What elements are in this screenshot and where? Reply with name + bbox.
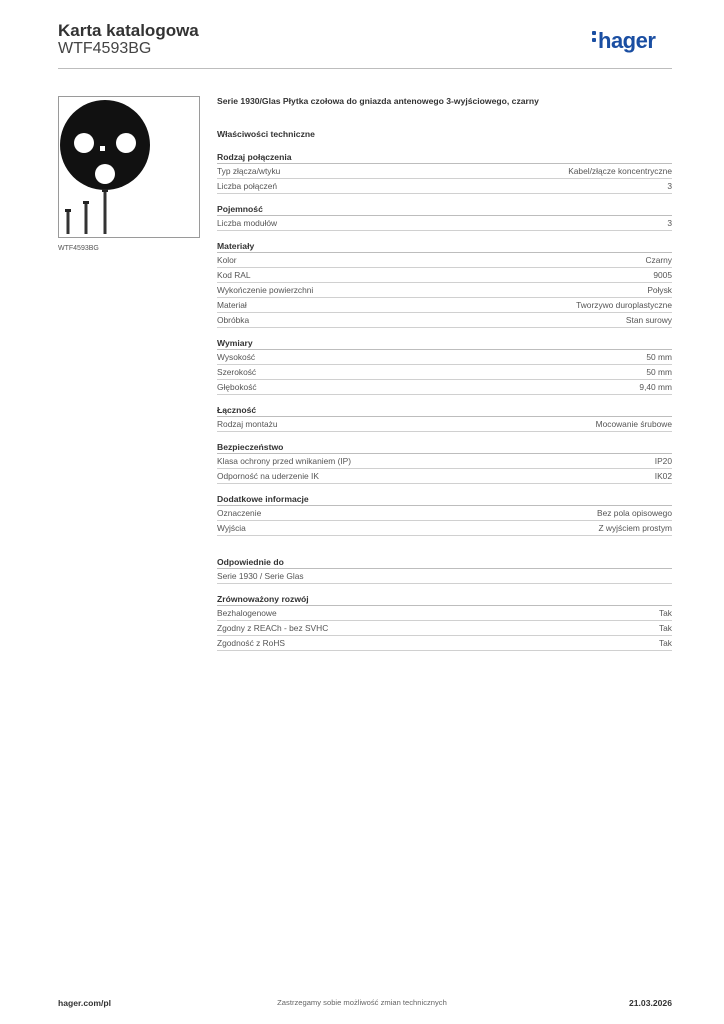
spec-row-label: Liczba połączeń xyxy=(217,181,278,191)
spec-row-label: Kod RAL xyxy=(217,270,251,280)
spec-row xyxy=(217,621,672,636)
spec-row-value: Mocowanie śrubowe xyxy=(595,419,672,429)
spec-row xyxy=(217,216,672,231)
spec-section-title: Rodzaj połączenia xyxy=(217,151,672,164)
spec-section-title: Odpowiednie do xyxy=(217,556,672,569)
spec-row-value: Czarny xyxy=(645,255,672,265)
spec-row-label: Szerokość xyxy=(217,367,257,377)
spec-row-value: Tak xyxy=(658,623,672,633)
spec-row-label: Materiał xyxy=(217,300,247,310)
spec-section xyxy=(217,556,672,584)
spec-row-value: IK02 xyxy=(654,471,672,481)
screw-slot xyxy=(100,146,105,151)
spec-row-label: Klasa ochrony przed wnikaniem (IP) xyxy=(217,456,352,466)
spec-row xyxy=(217,253,672,268)
spec-row xyxy=(217,569,672,584)
spec-row xyxy=(217,469,672,484)
spec-row-label: Oznaczenie xyxy=(217,508,262,518)
spec-row xyxy=(217,298,672,313)
spec-section xyxy=(217,337,672,395)
header-divider xyxy=(58,68,672,69)
spec-row xyxy=(217,417,672,432)
spec-row xyxy=(217,164,672,179)
product-description: Serie 1930/Glas Płytka czołowa do gniazda antenowego 3-wyjściowego, czarny xyxy=(217,96,539,106)
spec-row-value: Stan surowy xyxy=(625,315,672,325)
spec-row-label: Typ złącza/wtyku xyxy=(217,166,281,176)
spec-row-label: Głębokość xyxy=(217,382,257,392)
footer-website: hager.com/pl xyxy=(58,998,112,1008)
spec-row-label: Wyjścia xyxy=(217,523,246,533)
spec-row-value: Bez pola opisowego xyxy=(597,508,672,518)
faceplate-illustration xyxy=(59,97,199,237)
spec-row-value: Z wyjściem prostym xyxy=(598,523,672,533)
spec-row-label: Obróbka xyxy=(217,315,250,325)
spec-section xyxy=(217,203,672,231)
spec-section xyxy=(217,240,672,328)
spec-section-title: Bezpieczeństwo xyxy=(217,441,672,454)
hager-logo xyxy=(592,28,655,54)
spec-section-title: Pojemność xyxy=(217,203,672,216)
footer-notice: Zastrzegamy sobie możliwość zmian technicznych xyxy=(277,998,447,1007)
spec-row-label: Kolor xyxy=(217,255,237,265)
spec-section-title: Dodatkowe informacje xyxy=(217,493,672,506)
spec-row xyxy=(217,506,672,521)
screw-icon xyxy=(102,189,108,234)
footer-date: 21.03.2026 xyxy=(628,998,672,1008)
spec-row-value: Tworzywo duroplastyczne xyxy=(576,300,672,310)
socket-hole-left xyxy=(74,133,94,153)
spec-section xyxy=(217,593,672,651)
spec-row xyxy=(217,606,672,621)
spec-row-label: Wysokość xyxy=(217,352,256,362)
spec-section xyxy=(217,151,672,194)
spec-section xyxy=(217,404,672,432)
document-title: Karta katalogowa xyxy=(58,21,199,40)
spec-row xyxy=(217,268,672,283)
spec-row xyxy=(217,283,672,298)
spec-section-title: Wymiary xyxy=(217,337,672,350)
spec-section-title: Zrównoważony rozwój xyxy=(217,593,672,606)
spec-section-title: Materiały xyxy=(217,240,672,253)
spec-row xyxy=(217,313,672,328)
logo-text: hager xyxy=(598,28,656,53)
spec-section xyxy=(217,441,672,484)
spec-row-label: Wykończenie powierzchni xyxy=(217,285,314,295)
spec-row-value: 9005 xyxy=(653,270,672,280)
product-image-caption: WTF4593BG xyxy=(58,245,99,252)
spec-sections xyxy=(217,151,672,651)
spec-row-label: Zgodny z REACh - bez SVHC xyxy=(217,623,329,633)
spec-row xyxy=(217,365,672,380)
spec-row-value: Połysk xyxy=(647,285,672,295)
screw-icon xyxy=(65,209,71,234)
spec-row-label: Odporność na uderzenie IK xyxy=(217,471,319,481)
socket-hole-bottom xyxy=(95,164,115,184)
spec-row-label: Rodzaj montażu xyxy=(217,419,278,429)
spec-row-value: Tak xyxy=(658,638,672,648)
spec-row-value: 9,40 mm xyxy=(639,382,672,392)
spec-row-value: 3 xyxy=(667,218,672,228)
spec-row-value: 50 mm xyxy=(646,367,672,377)
spec-section-title: Łączność xyxy=(217,404,672,417)
spec-row-value: Tak xyxy=(658,608,672,618)
spec-row-value: IP20 xyxy=(654,456,672,466)
spec-row-label: Bezhalogenowe xyxy=(217,608,277,618)
spec-row-label: Serie 1930 / Serie Glas xyxy=(217,571,304,581)
product-code: WTF4593BG xyxy=(58,40,152,57)
spec-content xyxy=(217,96,672,660)
spec-row xyxy=(217,350,672,365)
spec-row-value: 3 xyxy=(667,181,672,191)
spec-row-label: Zgodność z RoHS xyxy=(217,638,285,648)
logo-dots-icon xyxy=(592,31,596,45)
spec-row xyxy=(217,380,672,395)
spec-row xyxy=(217,521,672,536)
socket-hole-right xyxy=(116,133,136,153)
spec-row xyxy=(217,454,672,469)
spec-section xyxy=(217,493,672,536)
spec-row-label: Liczba modułów xyxy=(217,218,278,228)
screw-icon xyxy=(83,201,89,234)
spec-row-value: Kabel/złącze koncentryczne xyxy=(568,166,672,176)
product-image xyxy=(58,96,200,238)
spec-row-value: 50 mm xyxy=(646,352,672,362)
spec-row xyxy=(217,636,672,651)
technical-properties-heading: Właściwości techniczne xyxy=(217,129,315,139)
spec-row xyxy=(217,179,672,194)
